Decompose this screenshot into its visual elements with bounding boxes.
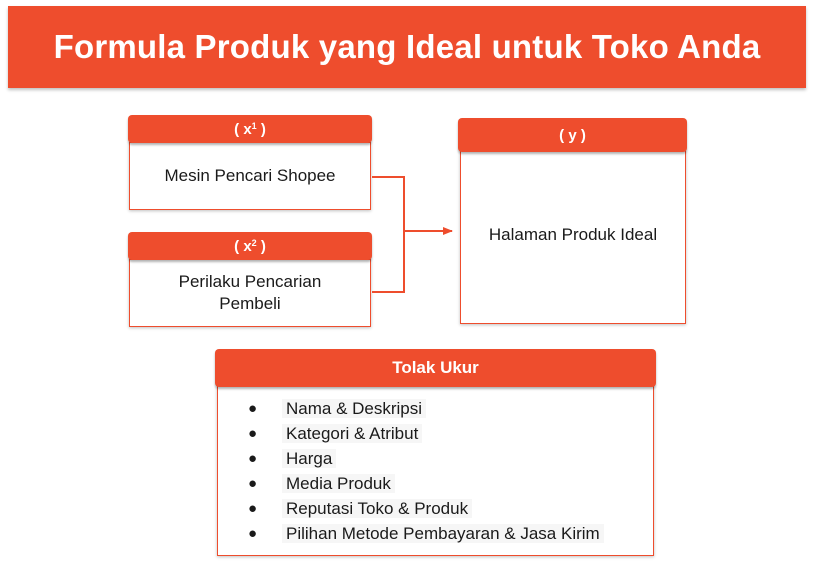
input-x2-header: ( x $^2$ ) [128,232,372,260]
list-item: ● Reputasi Toko & Produk [218,496,653,521]
connector-x1-line [372,177,404,231]
bullet-icon: ● [248,475,258,492]
metrics-title: Tolak Ukur [392,358,479,377]
input-x2-text-line1: Perilaku Pencarian [178,272,322,291]
connector-x2-line [372,231,404,292]
page-title: Formula Produk yang Ideal untuk Toko Anda [53,28,761,65]
bullet-icon: ● [248,500,258,517]
output-y-label: y [568,126,577,144]
list-item: ● Pilihan Metode Pembayaran & Jasa Kirim [218,521,653,546]
output-y-text: Halaman Produk Ideal [488,225,658,244]
input-x1-header: ( x $^1$ ) [128,115,372,143]
output-y-header: ( y ) [458,118,687,152]
bullet-icon: ● [248,400,258,417]
input-x2-text-line2: Pembeli [219,294,281,313]
list-item: ● Harga [218,446,653,471]
list-item: ● Kategori & Atribut [218,421,653,446]
list-item: ● Media Produk [218,471,653,496]
bullet-icon: ● [248,450,258,467]
input-x1-label: x [243,120,252,138]
input-x1-text: Mesin Pencari Shopee [164,166,336,185]
bullet-icon: ● [248,425,258,442]
list-item: ● Nama & Deskripsi [218,396,653,421]
bullet-icon: ● [248,525,258,542]
input-x2-label: x [243,237,252,255]
